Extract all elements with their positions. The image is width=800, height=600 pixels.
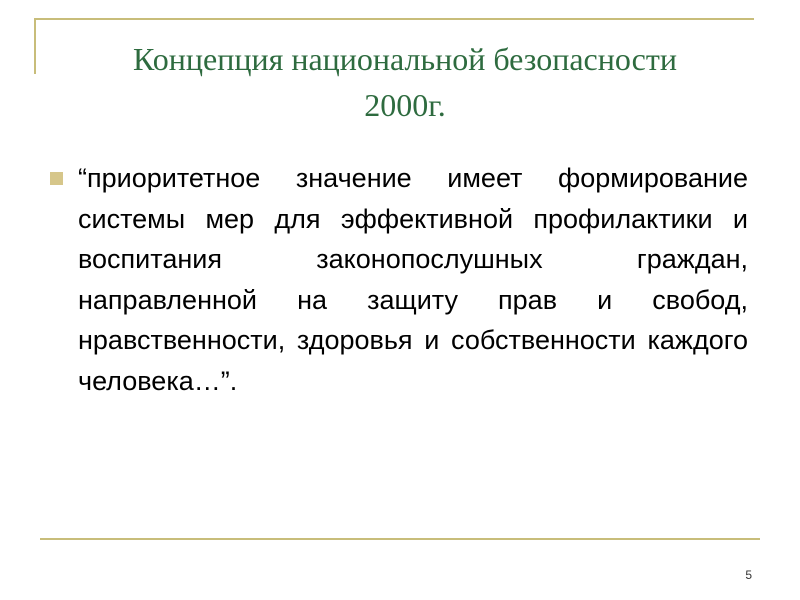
left-divider: [34, 18, 36, 74]
top-divider: [34, 18, 754, 20]
square-bullet-icon: [50, 172, 63, 185]
slide-title: Концепция национальной безопасности 2000г.: [133, 41, 677, 123]
page-number: 5: [745, 568, 752, 582]
bullet-text: “приоритетное значение имеет формирование системы мер для эффективной профилактики и воспитания законопослушных граждан, направленной на защиту прав и свобод, нравственности, здоровья и собственности каждого человека…”.: [78, 163, 748, 396]
bottom-divider: [40, 538, 760, 540]
